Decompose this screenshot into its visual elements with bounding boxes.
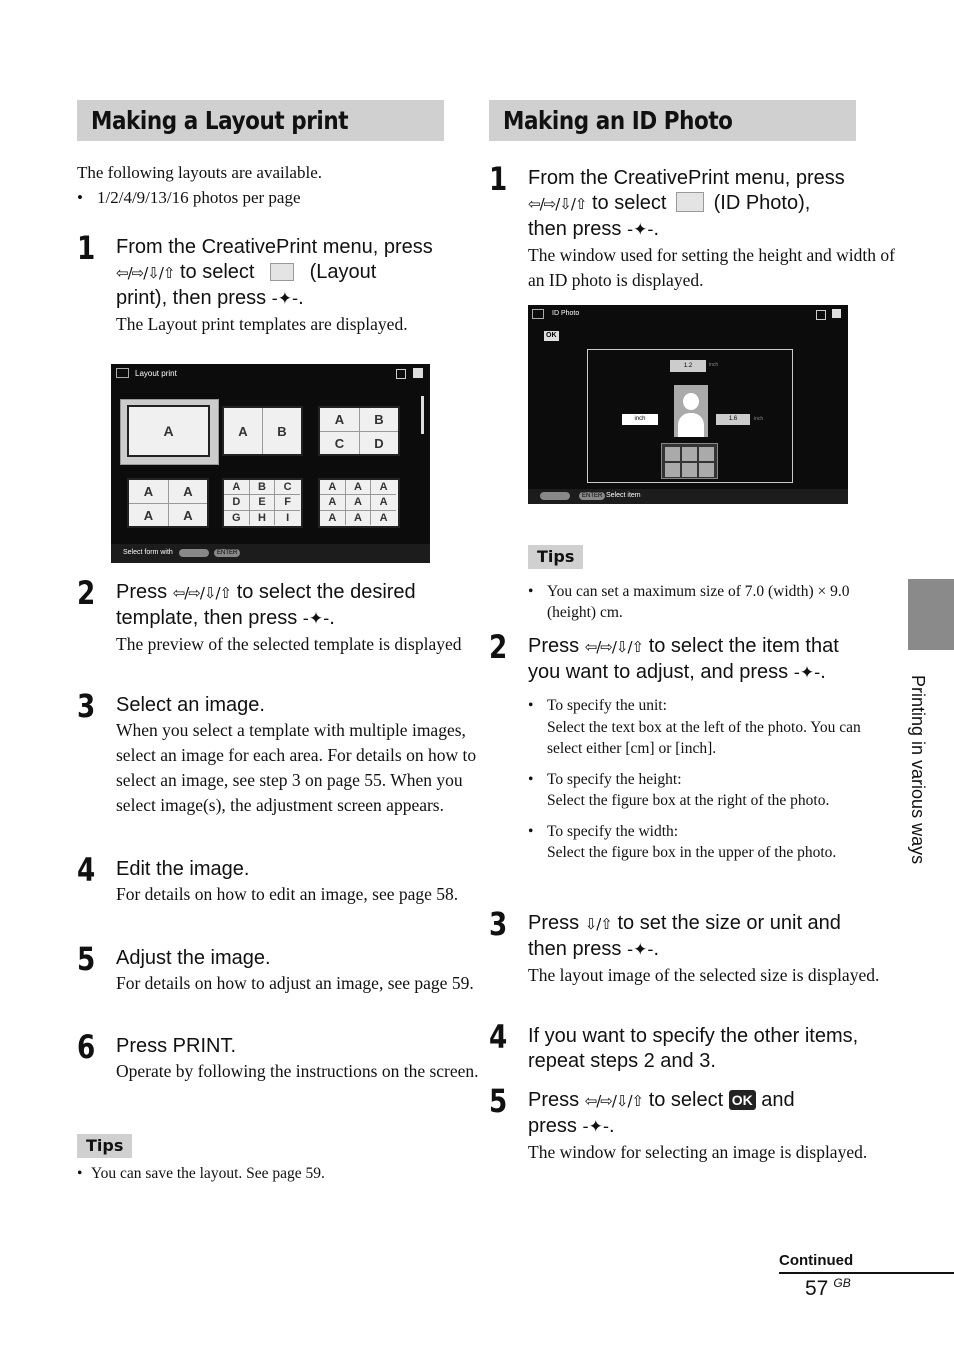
screen-footer	[528, 489, 848, 504]
step-number: 3	[489, 905, 508, 943]
template-cell: G	[224, 511, 250, 525]
template-cell: A	[320, 495, 346, 510]
left-step-5	[77, 940, 483, 996]
template-cell: B	[360, 408, 398, 432]
step-heading: Edit the image.	[116, 858, 250, 880]
layouts-intro: The following layouts are available.	[77, 163, 322, 182]
screen-footer: Select form with ENTER	[111, 544, 430, 563]
grid-cell	[699, 447, 714, 461]
enter-badge: ENTER	[214, 549, 240, 557]
step-heading: From the CreativePrint menu, press ⇦/⇨/⇩/⇧ to select (ID Photo), then press -✦-.	[528, 167, 845, 240]
template-cell: A	[346, 495, 372, 510]
step-heading: Press ⇦/⇨/⇩/⇧ to select the item that you want to adjust, and press -✦-.	[528, 635, 839, 683]
template-cell: A	[129, 480, 169, 504]
template-cell: E	[250, 495, 276, 510]
enter-icon: -✦-	[582, 1117, 609, 1137]
photo-grid-preview	[661, 443, 718, 479]
sub-bullet-unit: • To specify the unit: Select the text box at the left of the photo. You can select either [cm] or [inch].	[528, 695, 895, 760]
step-heading: Press ⇦/⇨/⇩/⇧ to select OK and press -✦-.	[528, 1089, 795, 1137]
enter-badge: ENTER	[579, 492, 605, 500]
template-1[interactable]	[127, 405, 210, 457]
right-column	[489, 100, 856, 141]
screen-title: ID Photo	[552, 310, 580, 317]
ok-icon: OK	[729, 1090, 756, 1110]
template-9-portrait[interactable]	[318, 478, 400, 528]
template-cell: A	[320, 408, 360, 432]
screen-title: Layout print	[135, 369, 177, 378]
template-cell: A	[224, 408, 263, 454]
step-body: The Layout print templates are displayed.	[116, 314, 408, 334]
step-body: When you select a template with multiple images, select an image for each area. For details on how to select an image, see step 3 on page 55. When you select image(s), the adjustment screen appears.	[116, 720, 477, 815]
layout-icon	[116, 368, 129, 378]
template-cell: A	[169, 480, 207, 504]
step-body: The preview of the selected template is displayed	[116, 634, 462, 654]
template-cell: C	[320, 432, 360, 454]
layout-print-screen	[111, 364, 430, 563]
template-cell: A	[346, 480, 372, 495]
sub-bullet-list	[528, 695, 895, 864]
grid-cell	[699, 463, 714, 477]
step-heading: If you want to specify the other items, repeat steps 2 and 3.	[528, 1025, 859, 1072]
template-cell: A	[224, 480, 250, 495]
left-step-3	[77, 687, 483, 818]
step-heading: From the CreativePrint menu, press ⇦/⇨/⇩/⇧ to select (Layout print), then press -✦-.	[116, 236, 433, 309]
right-step-5	[489, 1082, 895, 1165]
step-number: 3	[77, 687, 96, 725]
step-body: For details on how to adjust an image, see page 59.	[116, 973, 474, 993]
tip-text: • You can save the layout. See page 59.	[77, 1163, 444, 1184]
section-title-id-photo: Making an ID Photo	[489, 100, 856, 141]
step-number: 4	[77, 851, 96, 889]
arrow-keys-icon	[179, 549, 209, 557]
right-tips	[528, 545, 856, 623]
template-cell: A	[163, 423, 174, 439]
template-cell: A	[346, 511, 372, 525]
step-number: 5	[489, 1082, 508, 1120]
photo-placeholder	[674, 385, 708, 437]
template-cell: A	[320, 480, 346, 495]
template-cell: D	[224, 495, 250, 510]
step-heading: Press ⇩/⇧ to set the size or unit and then press -✦-.	[528, 912, 841, 960]
right-step-1	[489, 160, 895, 293]
template-cell: A	[183, 507, 193, 523]
template-cell: A	[371, 480, 396, 495]
step-number: 2	[77, 574, 96, 612]
step-number: 1	[489, 160, 508, 198]
right-step-3	[489, 905, 895, 988]
layouts-bullet: • 1/2/4/9/13/16 photos per page	[77, 187, 444, 209]
enter-icon: -✦-	[626, 220, 654, 240]
arrow-keys-icon: ⇦/⇨/⇩/⇧	[584, 638, 644, 656]
sub-bullet-height: • To specify the height: Select the figure box at the right of the photo.	[528, 769, 895, 812]
enter-icon: -✦-	[793, 663, 821, 683]
height-box[interactable]: 1.6	[716, 414, 750, 425]
arrow-keys-icon: ⇦/⇨/⇩/⇧	[528, 195, 587, 213]
side-tab-marker	[908, 579, 954, 650]
continued-label: Continued	[779, 1251, 954, 1274]
template-cell: A	[320, 511, 346, 525]
template-2[interactable]	[222, 406, 303, 456]
left-column	[77, 100, 444, 337]
tips-label: Tips	[528, 545, 583, 569]
card-icon	[816, 310, 826, 320]
template-cell: A	[371, 495, 396, 510]
step-body: Operate by following the instructions on the screen.	[116, 1061, 479, 1081]
template-cell: B	[277, 423, 287, 439]
layout-icon	[270, 263, 294, 281]
step-body: The window for selecting an image is displayed.	[528, 1142, 868, 1162]
arrow-keys-icon: ⇩/⇧	[584, 915, 612, 933]
step-number: 5	[77, 940, 96, 978]
template-cell: B	[250, 480, 276, 495]
p-icon	[832, 309, 841, 318]
height-unit: inch	[754, 416, 764, 422]
template-4-portrait[interactable]	[127, 478, 209, 528]
template-cell: A	[129, 504, 169, 526]
side-tab-label: Printing in various ways	[908, 675, 928, 865]
arrow-keys-icon: ⇦/⇨/⇩/⇧	[116, 264, 175, 282]
arrow-keys-icon: ⇦/⇨/⇩/⇧	[584, 1092, 644, 1110]
grid-cell	[682, 463, 697, 477]
right-step-2	[489, 628, 895, 864]
template-4[interactable]	[318, 406, 400, 456]
id-photo-icon	[676, 192, 704, 212]
p-icon	[413, 368, 423, 378]
left-tips	[77, 1134, 444, 1184]
scrollbar[interactable]	[421, 396, 424, 434]
left-step-2	[77, 574, 483, 657]
step-heading: Adjust the image.	[116, 947, 271, 969]
ok-button[interactable]: OK	[546, 332, 557, 339]
sub-bullet-width: • To specify the width: Select the figure box in the upper of the photo.	[528, 821, 895, 864]
footer-text: Select item	[606, 492, 641, 499]
step-number: 1	[77, 229, 96, 267]
id-photo-screen	[528, 305, 848, 504]
template-cell: D	[374, 435, 384, 451]
grid-cell	[665, 463, 680, 477]
template-cell: I	[286, 511, 290, 524]
right-step-4	[489, 1018, 895, 1074]
template-cell: A	[379, 511, 388, 524]
grid-cell	[665, 447, 680, 461]
template-cell: H	[250, 511, 276, 525]
step-number: 2	[489, 628, 508, 666]
template-9[interactable]	[222, 478, 303, 528]
arrow-keys-icon	[540, 492, 570, 500]
step-heading: Press ⇦/⇨/⇩/⇧ to select the desired template, then press -✦-.	[116, 581, 416, 629]
step-heading: Press PRINT.	[116, 1035, 237, 1057]
template-cell: C	[275, 480, 300, 495]
left-step-4	[77, 851, 483, 907]
section-title-layout-print: Making a Layout print	[77, 100, 444, 141]
tip-text: • You can set a maximum size of 7.0 (width) × 9.0 (height) cm.	[528, 581, 856, 623]
step-heading: Select an image.	[116, 694, 265, 716]
width-unit: inch	[709, 362, 719, 368]
step-number: 4	[489, 1018, 508, 1056]
left-step-1	[77, 229, 444, 337]
tips-label: Tips	[77, 1134, 132, 1158]
enter-icon: -✦-	[626, 940, 654, 960]
step-body: For details on how to edit an image, see page 58.	[116, 884, 459, 904]
step-body: The layout image of the selected size is displayed.	[528, 965, 880, 985]
enter-icon: -✦-	[302, 609, 330, 629]
template-cell: F	[275, 495, 300, 510]
step-body: The window used for setting the height and width of an ID photo is displayed.	[528, 245, 895, 290]
id-photo-icon	[532, 309, 544, 319]
step-number: 6	[77, 1028, 96, 1066]
unit-box[interactable]: inch	[622, 414, 658, 425]
grid-cell	[682, 447, 697, 461]
page-number: 57 $^{GB}$	[805, 1276, 851, 1300]
card-icon	[396, 369, 406, 379]
left-step-6	[77, 1028, 483, 1084]
arrow-keys-icon: ⇦/⇨/⇩/⇧	[172, 584, 232, 602]
enter-icon: -✦-	[271, 289, 299, 309]
width-box[interactable]: 1.2	[670, 360, 706, 372]
